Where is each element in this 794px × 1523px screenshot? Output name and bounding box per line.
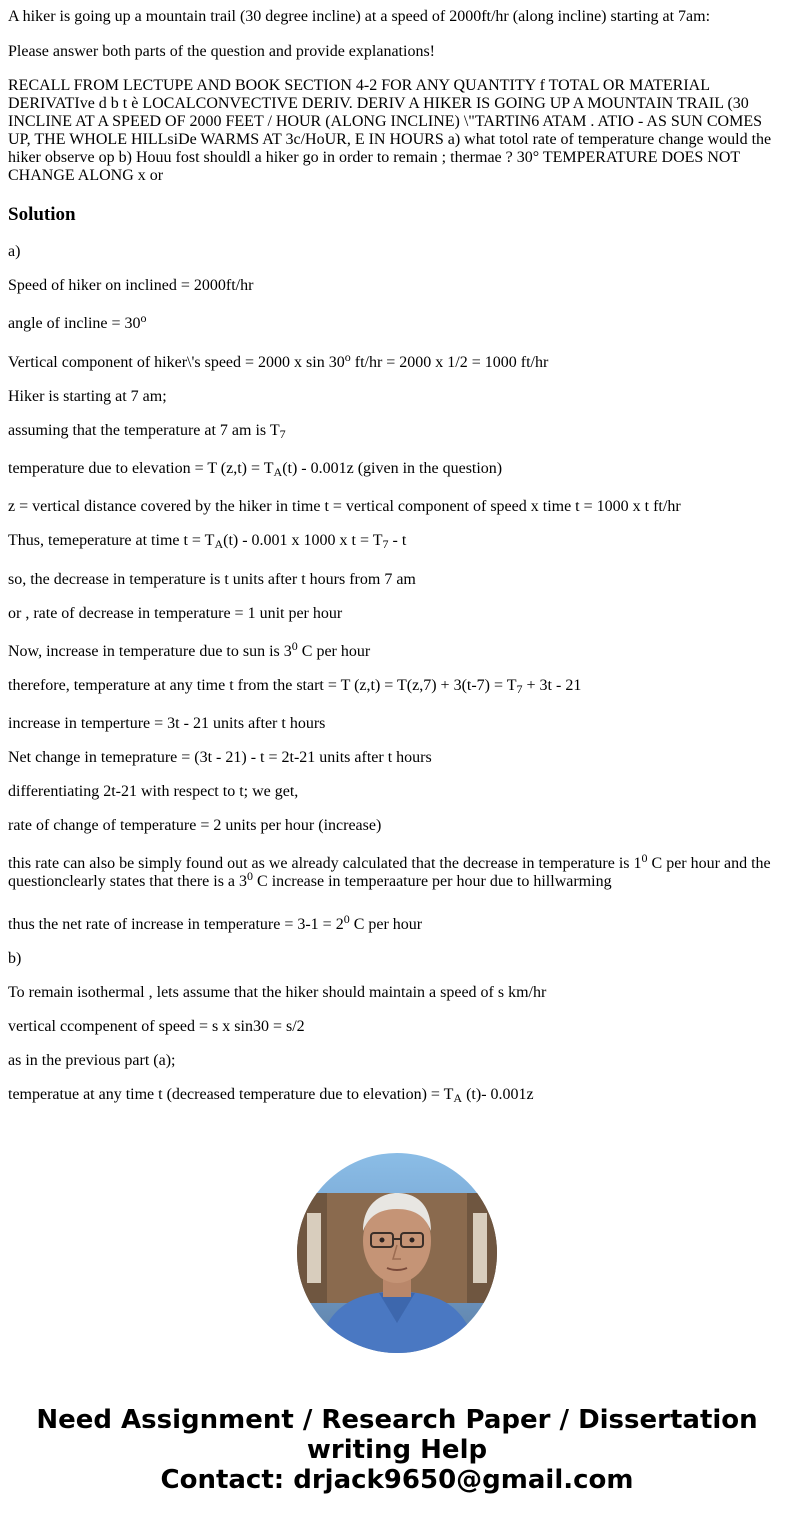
vertical-speed-line: vertical ccompenent of speed = s x sin30 = s/2 xyxy=(8,1018,305,1035)
footer-banner xyxy=(0,1405,794,1495)
speed-line: Speed of hiker on inclined = 2000ft/hr xyxy=(8,277,254,294)
solution-heading: Solution xyxy=(8,204,76,225)
isothermal-line: To remain isothermal , lets assume that the hiker should maintain a speed of s km/hr xyxy=(8,984,547,1001)
therefore-line: therefore, temperature at any time t from the start = T $(z,t) = T(z,7) + 3(t-7) = T_7 + 3t - 21$ xyxy=(8,677,582,696)
thus-line: Thus, temeperature at time $t = T_A(t) - 0.001$ x 1000 x $t = T_7 - t$ xyxy=(8,532,407,551)
footer-contact: Contact: drjack9650@gmail.com xyxy=(160,1465,634,1495)
differentiating-line: differentiating 2t-21 with respect to t; we get, xyxy=(8,783,299,800)
rate-decrease-line: or , rate of decrease in temperature = 1 unit per hour xyxy=(8,605,343,622)
increase-line: increase in temperture = 3t - 21 units after t hours xyxy=(8,715,326,732)
footer-line-2: writing Help xyxy=(306,1435,488,1465)
question-line-1: A hiker is going up a mountain trail (30 degree incline) at a speed of 2000ft/hr (along incline) starting at 7am: xyxy=(8,8,711,25)
part-b-label: b) xyxy=(8,950,22,967)
footer-line-1: Need Assignment / Research Paper / Dissertation xyxy=(36,1405,758,1435)
avatar xyxy=(297,1153,497,1353)
assume-line: assuming that the temperature at 7 am is $T_7$ xyxy=(8,422,286,441)
z-line: z = vertical distance covered by the hiker in time t = vertical component of speed x time t = 1000 x t ft/hr xyxy=(8,498,681,515)
start-line: Hiker is starting at 7 am; xyxy=(8,388,167,405)
rate-line: rate of change of temperature = 2 units per hour (increase) xyxy=(8,817,382,834)
vertical-component-line: Vertical component of hiker\'s speed = 2000 x sin 30$^o$ ft/hr = 2000 x 1/2 = 1000 ft/hr xyxy=(8,350,549,371)
question-ocr-text: RECALL FROM LECTUPE AND BOOK SECTION 4-2 FOR ANY QUANTITY f TOTAL OR MATERIAL DERIVATIve d b t è LOCALCONVECTIVE DERIV. DERIV A HIKER IS GOING UP A MOUNTAIN TRAIL (30 INCLINE AT A SPEED OF 2000 FEET / HOUR (ALONG INCLINE) \"TARTIN6 ATAM . ATIO - AS SUN COMES UP, THE WHOLE HILLsiDe WARMS AT 3c/HoUR, E IN HOURS a) what totol rate of temperature change would the hiker observe op b) Houu fost shouldl a hiker go in order to remain ; thermae ? 30° TEMPERATURE DOES NOT CHANGE ALONG x or xyxy=(8,77,772,184)
part-a-label: a) xyxy=(8,243,21,260)
temperature-at-time-line: temperatue at any time t (decreased temperature due to elevation) = $T_A$ (t)- 0.001z xyxy=(8,1086,534,1105)
sun-line: Now, increase in temperature due to sun is $3^0$ C per hour xyxy=(8,639,371,660)
net-rate-line: thus the net rate of increase in temperature = $3-1 = 2^0$ C per hour xyxy=(8,912,423,933)
person-photo-icon xyxy=(297,1153,497,1353)
decrease-line: so, the decrease in temperature is t units after t hours from 7 am xyxy=(8,571,416,588)
elevation-line: temperature due to elevation = T $(z,t) = T_A(t) - 0.001z$ (given in the question) xyxy=(8,460,503,479)
question-line-2: Please answer both parts of the question and provide explanations! xyxy=(8,43,435,60)
angle-line: angle of incline = $30^o$ xyxy=(8,311,147,332)
also-line: this rate can also be simply found out as we already calculated that the decrease in temperature is $1^0$ C per hour and the questionclearly states that there is a $3^0$ C increase in temperaature per hour due to hillwarming xyxy=(8,851,771,890)
previous-part-line: as in the previous part (a); xyxy=(8,1052,176,1069)
net-change-line: Net change in temeprature = (3t - 21) - t = 2t-21 units after t hours xyxy=(8,749,432,766)
